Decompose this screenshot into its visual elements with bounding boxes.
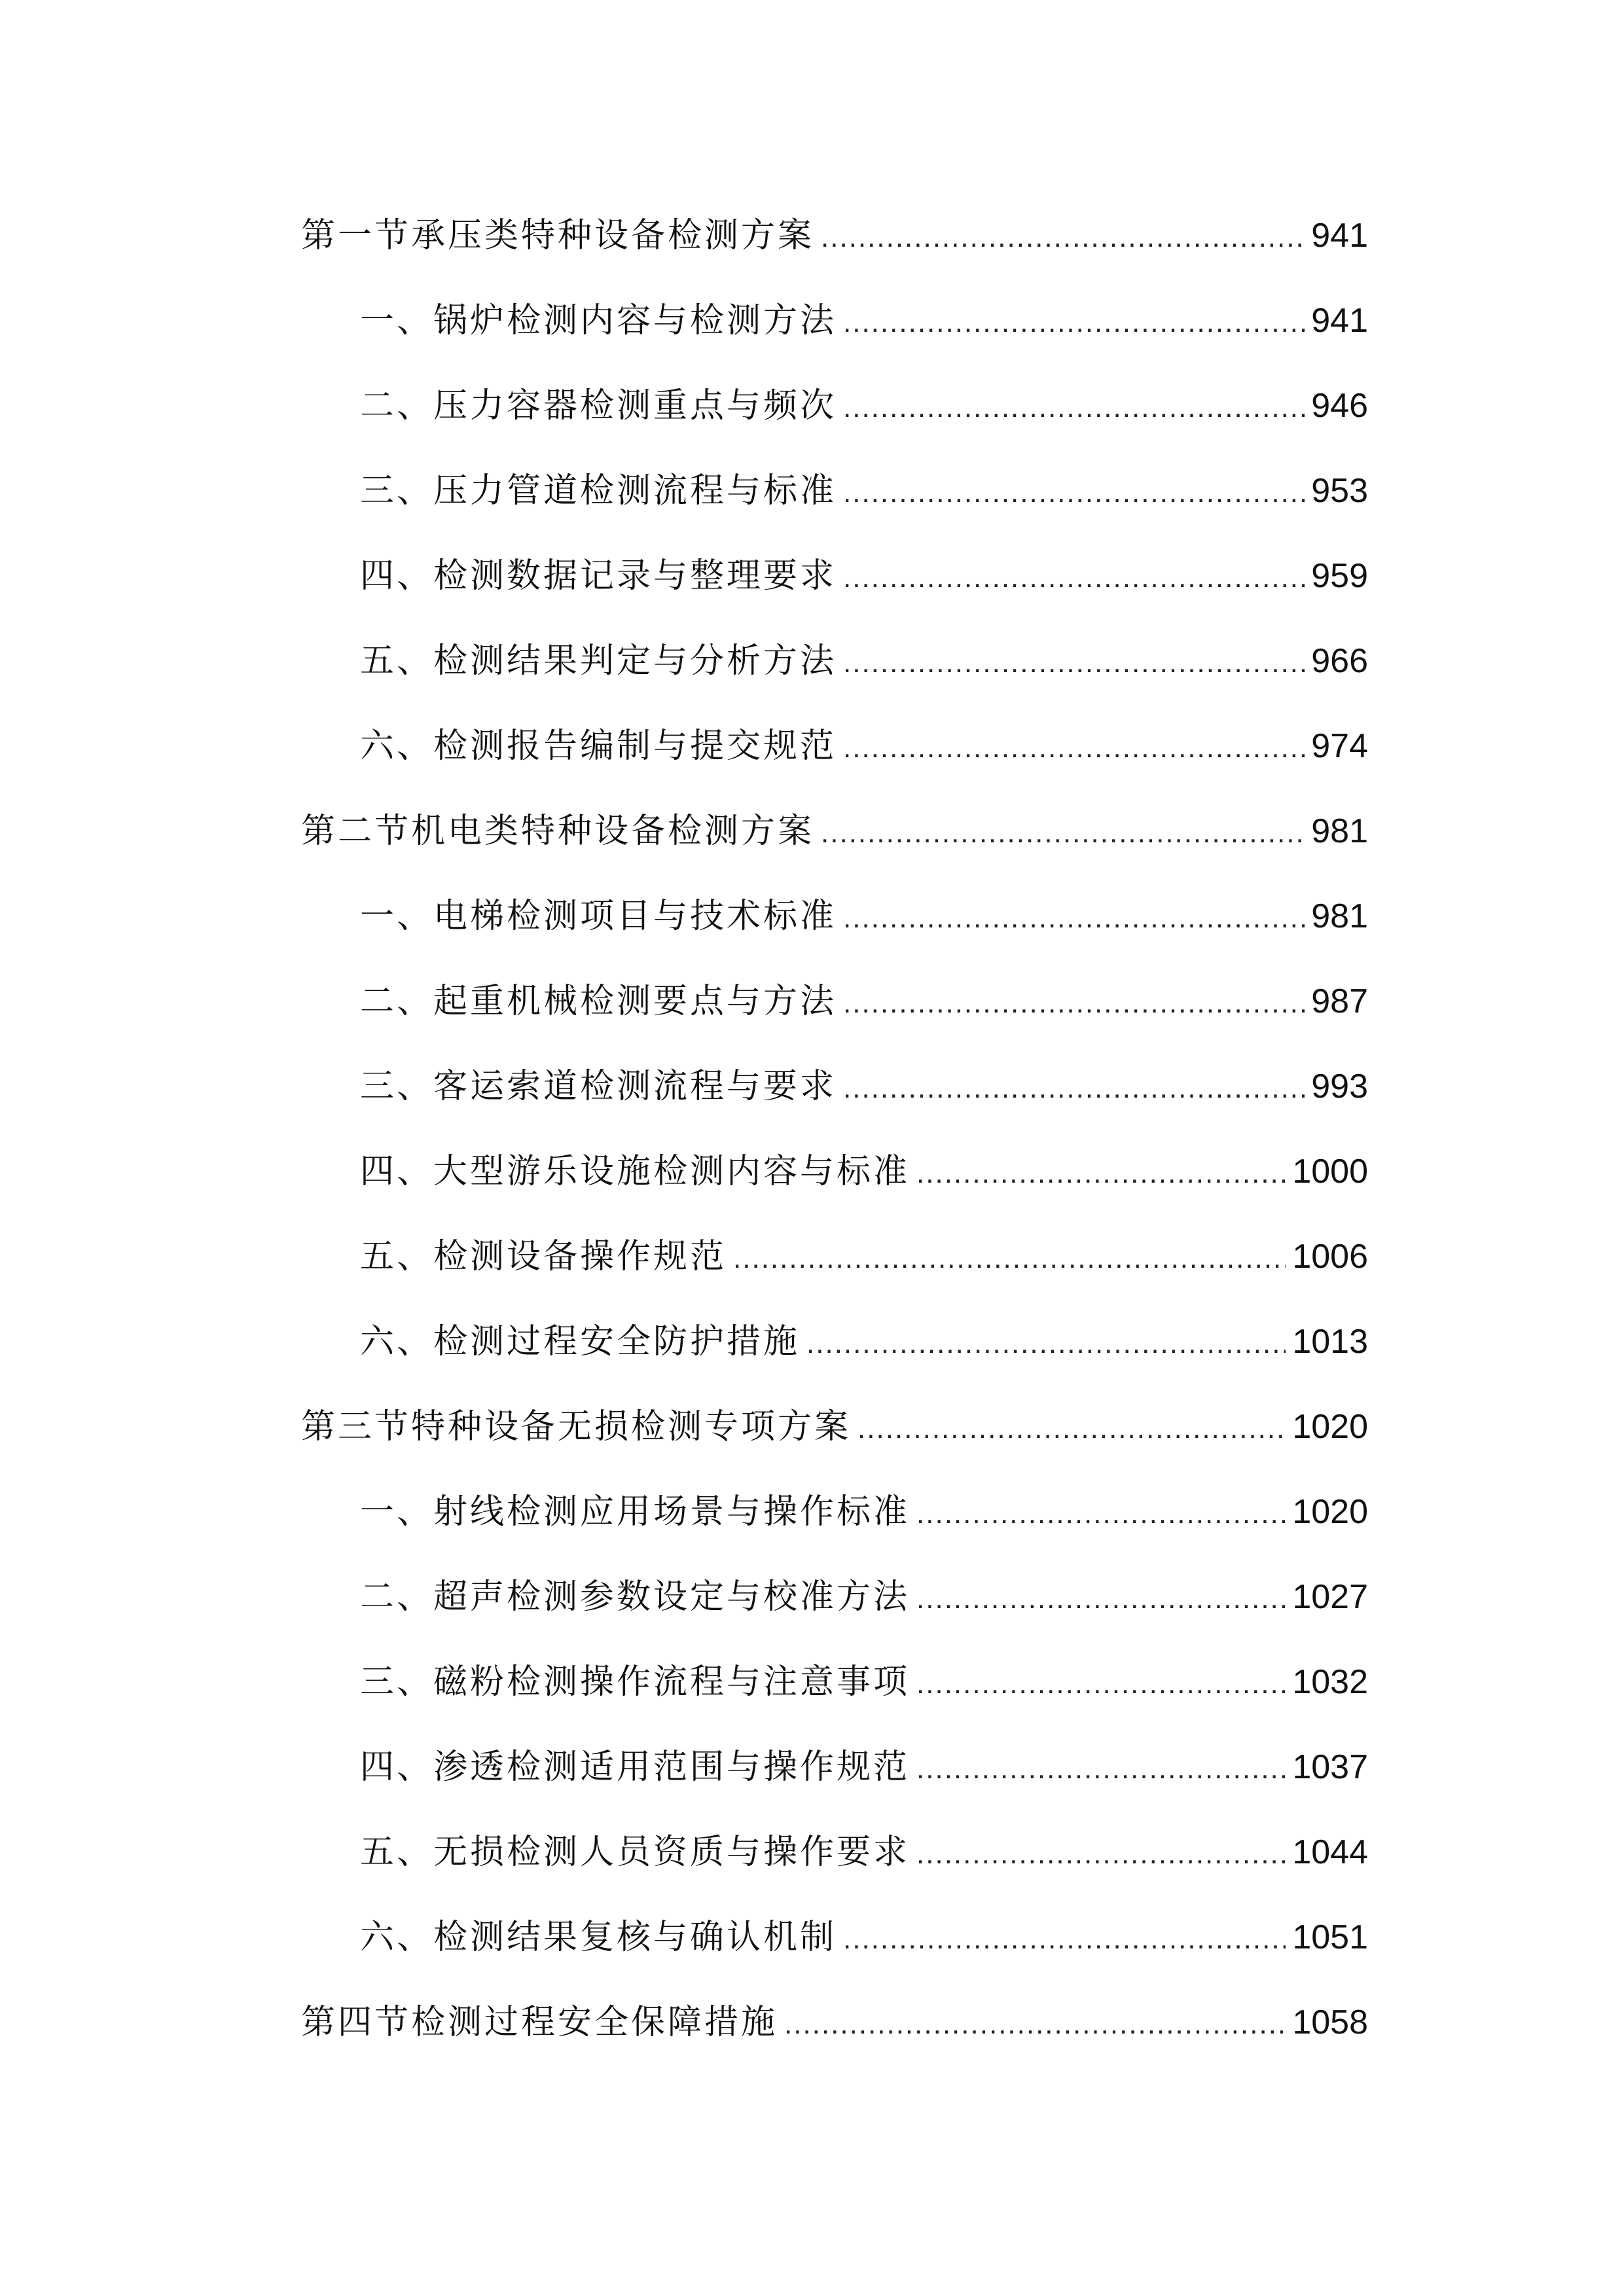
toc-entry-title: 二、压力容器检测重点与频次	[360, 386, 837, 425]
toc-entry-title: 四、渗透检测适用范围与操作规范	[360, 1748, 911, 1787]
toc-page-number: 1013	[1292, 1323, 1368, 1361]
toc-page-number: 987	[1311, 982, 1368, 1020]
toc-dot-leader	[916, 1149, 1286, 1198]
toc-dot-leader	[916, 1489, 1286, 1539]
toc-page-number: 974	[1311, 727, 1368, 765]
toc-subsection-entry[interactable]	[301, 1657, 1368, 1742]
toc-dot-leader	[843, 383, 1305, 433]
toc-page-number: 981	[1311, 812, 1368, 850]
toc-dot-leader	[916, 1829, 1286, 1879]
toc-dot-leader	[916, 1659, 1286, 1709]
toc-page-number: 1020	[1292, 1493, 1368, 1531]
toc-dot-leader	[843, 978, 1305, 1028]
toc-entry-title: 一、锅炉检测内容与检测方法	[360, 301, 837, 340]
toc-section-entry[interactable]	[301, 1998, 1368, 2083]
toc-entry-title: 五、检测结果判定与分析方法	[360, 641, 837, 681]
toc-subsection-entry[interactable]	[301, 1317, 1368, 1402]
toc-entry-title: 六、检测结果复核与确认机制	[360, 1918, 837, 1957]
toc-page-number: 1006	[1292, 1238, 1368, 1276]
toc-subsection-entry[interactable]	[301, 636, 1368, 721]
toc-subsection-entry[interactable]	[301, 466, 1368, 551]
toc-entry-title: 二、起重机械检测要点与方法	[360, 982, 837, 1021]
toc-subsection-entry[interactable]	[301, 1147, 1368, 1232]
toc-section-entry[interactable]	[301, 806, 1368, 891]
toc-dot-leader	[821, 213, 1305, 262]
toc-dot-leader	[843, 553, 1305, 603]
toc-entry-title: 三、压力管道检测流程与标准	[360, 471, 837, 511]
toc-entry-title: 一、电梯检测项目与技术标准	[360, 897, 837, 936]
toc-dot-leader	[843, 723, 1305, 773]
toc-page-number: 1044	[1292, 1833, 1368, 1871]
toc-entry-title: 五、无损检测人员资质与操作要求	[360, 1833, 911, 1872]
toc-page-number: 1000	[1292, 1153, 1368, 1191]
toc-section-entry[interactable]	[301, 211, 1368, 296]
toc-entry-title: 一、射线检测应用场景与操作标准	[360, 1492, 911, 1532]
toc-entry-title: 第三节特种设备无损检测专项方案	[301, 1407, 852, 1446]
toc-dot-leader	[843, 638, 1305, 688]
toc-subsection-entry[interactable]	[301, 381, 1368, 466]
toc-entry-title: 第四节检测过程安全保障措施	[301, 2003, 778, 2042]
toc-entry-title: 三、客运索道检测流程与要求	[360, 1067, 837, 1106]
toc-subsection-entry[interactable]	[301, 1827, 1368, 1912]
toc-dot-leader	[733, 1234, 1286, 1283]
toc-page-number: 1051	[1292, 1918, 1368, 1956]
toc-dot-leader	[916, 1574, 1286, 1624]
toc-page-number: 1020	[1292, 1408, 1368, 1446]
toc-dot-leader	[784, 2000, 1286, 2049]
toc-dot-leader	[843, 893, 1305, 943]
toc-page-number: 946	[1311, 387, 1368, 425]
toc-subsection-entry[interactable]	[301, 977, 1368, 1062]
toc-page-number: 981	[1311, 897, 1368, 935]
toc-page-number: 966	[1311, 642, 1368, 680]
toc-subsection-entry[interactable]	[301, 1572, 1368, 1657]
toc-entry-title: 二、超声检测参数设定与校准方法	[360, 1577, 911, 1617]
toc-page-number: 953	[1311, 472, 1368, 510]
toc-entry-title: 五、检测设备操作规范	[360, 1237, 727, 1276]
toc-subsection-entry[interactable]	[301, 1912, 1368, 1998]
table-of-contents	[301, 211, 1368, 2083]
toc-subsection-entry[interactable]	[301, 1232, 1368, 1317]
toc-dot-leader	[843, 468, 1305, 518]
toc-page-number: 1032	[1292, 1663, 1368, 1701]
toc-entry-title: 第二节机电类特种设备检测方案	[301, 812, 815, 851]
toc-page-number: 1058	[1292, 2003, 1368, 2041]
toc-subsection-entry[interactable]	[301, 721, 1368, 806]
toc-entry-title: 六、检测报告编制与提交规范	[360, 726, 837, 766]
toc-dot-leader	[916, 1744, 1286, 1794]
toc-page-number: 993	[1311, 1067, 1368, 1105]
toc-section-entry[interactable]	[301, 1402, 1368, 1487]
toc-subsection-entry[interactable]	[301, 296, 1368, 381]
toc-dot-leader	[843, 298, 1305, 348]
toc-entry-title: 第一节承压类特种设备检测方案	[301, 216, 815, 255]
toc-dot-leader	[821, 808, 1305, 858]
toc-page-number: 941	[1311, 302, 1368, 340]
toc-dot-leader	[806, 1319, 1286, 1369]
toc-dot-leader	[857, 1404, 1286, 1454]
toc-dot-leader	[843, 1064, 1305, 1113]
toc-entry-title: 三、磁粉检测操作流程与注意事项	[360, 1662, 911, 1702]
toc-subsection-entry[interactable]	[301, 1487, 1368, 1572]
toc-entry-title: 四、大型游乐设施检测内容与标准	[360, 1152, 911, 1191]
toc-page-number: 941	[1311, 217, 1368, 255]
toc-page-number: 959	[1311, 557, 1368, 595]
toc-page-number: 1037	[1292, 1748, 1368, 1786]
toc-subsection-entry[interactable]	[301, 551, 1368, 636]
toc-entry-title: 六、检测过程安全防护措施	[360, 1322, 801, 1361]
toc-subsection-entry[interactable]	[301, 1742, 1368, 1827]
toc-entry-title: 四、检测数据记录与整理要求	[360, 556, 837, 596]
toc-dot-leader	[843, 1914, 1286, 1964]
toc-page-number: 1027	[1292, 1578, 1368, 1616]
toc-subsection-entry[interactable]	[301, 891, 1368, 977]
toc-subsection-entry[interactable]	[301, 1062, 1368, 1147]
